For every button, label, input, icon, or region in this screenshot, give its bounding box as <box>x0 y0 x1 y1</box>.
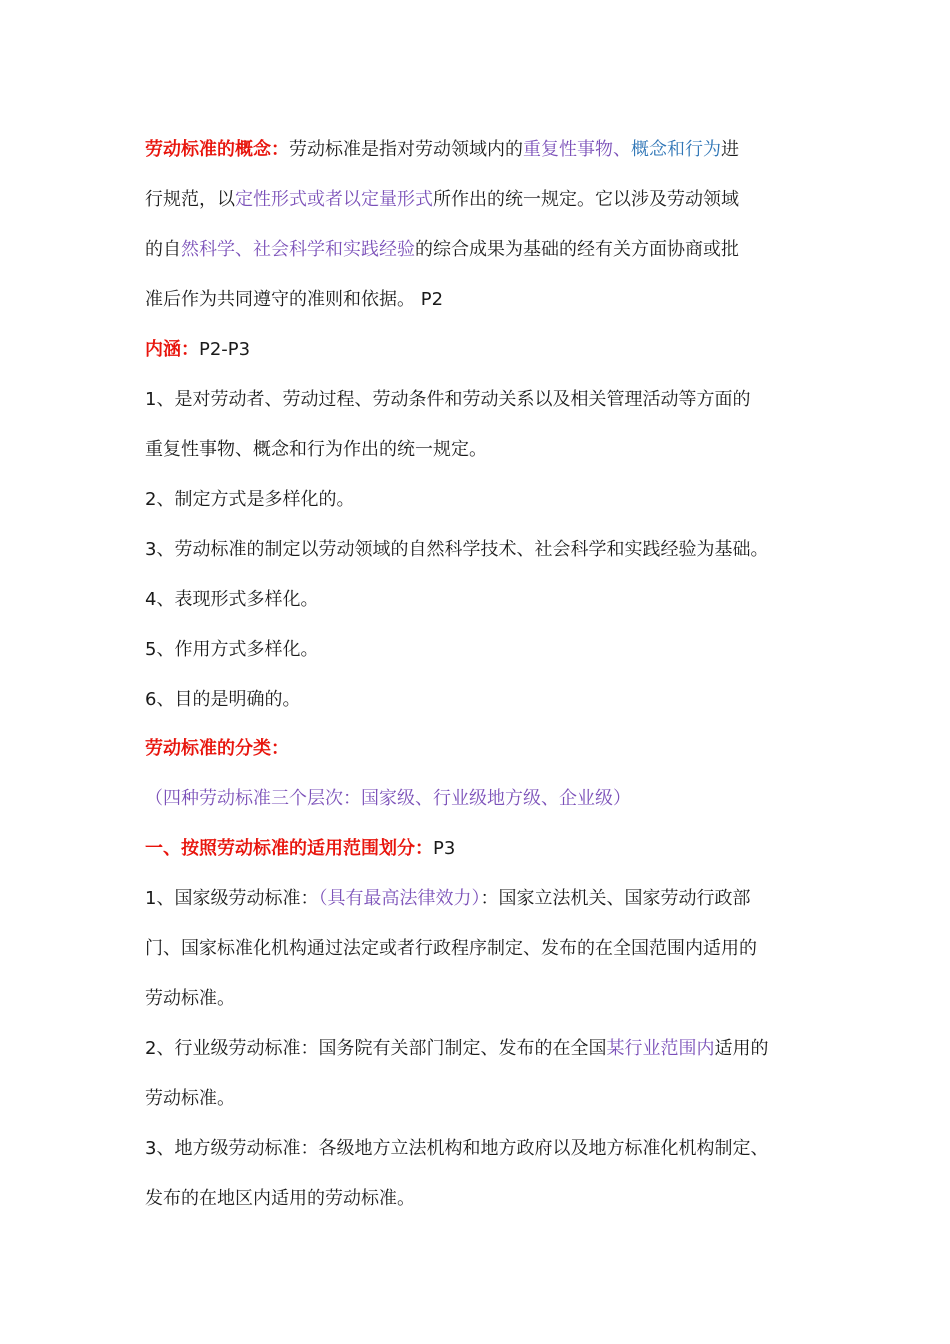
page-ref: P2-P3 <box>199 339 251 360</box>
list-item: 3、地方级劳动标准：各级地方立法机构和地方政府以及地方标准化机构制定、 <box>145 1138 769 1159</box>
highlight-text: 重复性事物、 <box>523 139 631 160</box>
connotation-heading: 内涵： <box>145 339 199 360</box>
concept-line-2 <box>145 187 825 213</box>
classification-heading: 劳动标准的分类： <box>145 738 289 759</box>
list-item: 2、制定方式是多样化的。 <box>145 489 355 510</box>
concept-line-4: 准后作为共同遵守的准则和依据。 P2 <box>145 289 444 310</box>
list-item <box>145 1036 825 1062</box>
text-run: 的自 <box>145 239 181 260</box>
list-item: 劳动标准。 <box>145 1088 235 1109</box>
text-run: 2、行业级劳动标准：国务院有关部门制定、发布的在全国 <box>145 1038 607 1059</box>
list-item: 门、国家标准化机构通过法定或者行政程序制定、发布的在全国范围内适用的 <box>145 938 757 959</box>
text-run: 适用的 <box>714 1038 769 1059</box>
connotation-line <box>145 337 825 363</box>
list-item: 5、作用方式多样化。 <box>145 639 319 660</box>
list-item: 劳动标准。 <box>145 988 235 1009</box>
highlight-text: （具有最高法律效力） <box>318 888 481 909</box>
text-run: 的综合成果为基础的经有关方面协商或批 <box>415 239 739 260</box>
text-run: 进 <box>721 139 739 160</box>
concept-line-1 <box>145 137 825 163</box>
list-item: 1、是对劳动者、劳动过程、劳动条件和劳动关系以及相关管理活动等方面的 <box>145 389 751 410</box>
section-heading: 一、按照劳动标准的适用范围划分： <box>145 838 433 859</box>
list-item: 发布的在地区内适用的劳动标准。 <box>145 1188 415 1209</box>
list-item <box>145 886 825 912</box>
highlight-text: 某行业范围内 <box>606 1038 715 1059</box>
classification-note: （四种劳动标准三个层次：国家级、行业级地方级、企业级） <box>145 788 631 809</box>
text-run: 劳动标准是指对劳动领域内的 <box>289 139 523 160</box>
text-run: 1、国家级劳动标准： <box>145 888 319 909</box>
list-item: 重复性事物、概念和行为作出的统一规定。 <box>145 439 487 460</box>
list-item: 6、目的是明确的。 <box>145 689 301 710</box>
text-run: 行规范，以 <box>145 189 235 210</box>
page-ref: P3 <box>433 838 456 859</box>
section-heading-line <box>145 836 825 862</box>
concept-heading: 劳动标准的概念： <box>145 139 289 160</box>
concept-line-3 <box>145 237 825 263</box>
text-run: ：国家立法机关、国家劳动行政部 <box>480 888 751 909</box>
highlight-text: 定性形式或者以定量形式 <box>235 189 433 210</box>
highlight-text: 然科学、社会科学和实践经验 <box>181 239 415 260</box>
highlight-text: 概念和行为 <box>631 139 721 160</box>
text-run: 所作出的统一规定。它以涉及劳动领域 <box>433 189 739 210</box>
list-item: 4、表现形式多样化。 <box>145 589 319 610</box>
list-item: 3、劳动标准的制定以劳动领域的自然科学技术、社会科学和实践经验为基础。 <box>145 539 769 560</box>
